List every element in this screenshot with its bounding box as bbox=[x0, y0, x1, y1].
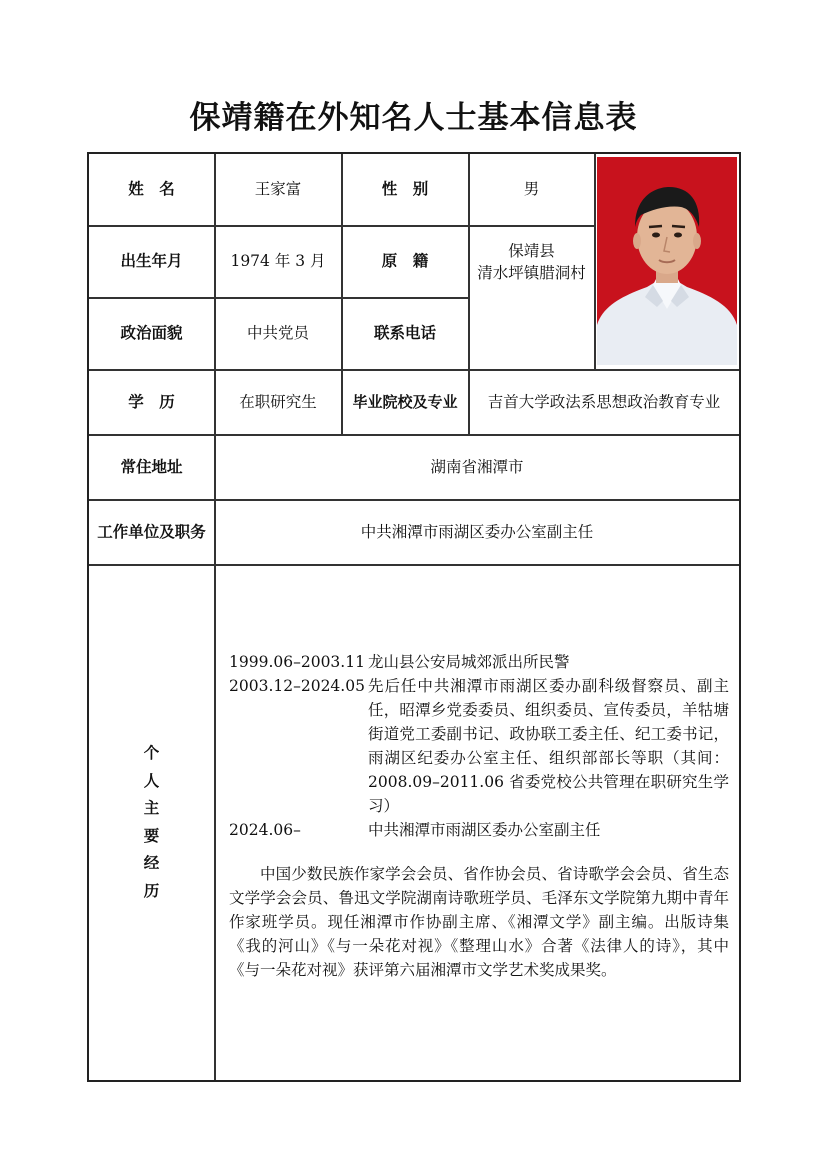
politics-value: 中共党员 bbox=[246, 324, 309, 342]
resume-label-char: 要 bbox=[143, 826, 160, 845]
name-label: 姓 名 bbox=[128, 180, 175, 198]
resume-label-char: 经 bbox=[143, 854, 160, 872]
address-value: 湖南省湘潭市 bbox=[430, 457, 524, 476]
school-value: 吉首大学政法系思想政治教育专业 bbox=[487, 392, 721, 411]
resume-label-char: 历 bbox=[143, 881, 160, 900]
gender-value: 男 bbox=[523, 180, 540, 198]
birth-label: 出生年月 bbox=[120, 252, 183, 270]
page-title: 保靖籍在外知名人士基本信息表 bbox=[189, 100, 638, 136]
resume-label-char: 个 bbox=[143, 744, 160, 762]
resume-label-char: 人 bbox=[143, 771, 160, 790]
work-label: 工作单位及职务 bbox=[97, 522, 206, 541]
info-form bbox=[87, 152, 741, 1082]
resume-entry-desc: 先后任中共湘潭市雨湖区委办副科级督察员、副主任，昭潭乡党委委员、组织委员、宣传委员，羊牯塘街道党工委副书记、政协联工委主任、纪工委书记，雨湖区纪委办公室主任、组织部部长等职（其间：2008.09–2011.06 省委党校公共管理在职研究生学习） bbox=[368, 677, 729, 815]
education-value: 在职研究生 bbox=[239, 392, 317, 411]
phone-label: 联系电话 bbox=[373, 324, 436, 342]
origin-line-1: 保靖县 bbox=[508, 241, 555, 260]
education-label: 学 历 bbox=[128, 392, 175, 411]
gender-label: 性 别 bbox=[381, 180, 429, 198]
grid-line bbox=[594, 154, 596, 369]
birth-value: 1974 年 3 月 bbox=[230, 252, 326, 270]
resume-entry bbox=[229, 650, 729, 674]
origin-label: 原 籍 bbox=[381, 252, 429, 270]
resume-label bbox=[89, 565, 214, 1080]
politics-label: 政治面貌 bbox=[120, 324, 183, 342]
origin-line-2: 清水坪镇腊洞村 bbox=[477, 263, 586, 282]
work-value: 中共湘潭市雨湖区委办公室副主任 bbox=[360, 522, 594, 541]
resume-entry bbox=[229, 674, 729, 818]
resume-label-char: 主 bbox=[143, 799, 160, 817]
school-label: 毕业院校及专业 bbox=[352, 392, 458, 411]
resume-entry-desc: 中共湘潭市雨湖区委办公室副主任 bbox=[368, 821, 601, 839]
origin-value bbox=[469, 226, 594, 297]
resume-content bbox=[229, 650, 729, 982]
resume-entry bbox=[229, 818, 729, 842]
resume-entry-desc: 龙山县公安局城郊派出所民警 bbox=[368, 653, 570, 671]
resume-entry-date: 1999.06–2003.11 bbox=[229, 653, 365, 671]
name-value: 王家富 bbox=[254, 180, 302, 198]
phone-value bbox=[469, 298, 594, 369]
resume-paragraph: 中国少数民族作家学会会员、省作协会员、省诗歌学会会员、省生态文学学会会员、鲁迅文学院湖南诗歌班学员、毛泽东文学院第九期中青年作家班学员。现任湘潭市作协副主席、《湘潭文学》副主编。出版诗集《我的河山》《与一朵花对视》《整理山水》合著《法律人的诗》，其中《与一朵花对视》获评第六届湘潭市文学艺术奖成果奖。 bbox=[229, 865, 729, 979]
portrait-image bbox=[597, 157, 737, 365]
portrait-photo bbox=[597, 157, 737, 365]
address-label: 常住地址 bbox=[120, 457, 183, 476]
resume-entry-date: 2024.06– bbox=[229, 821, 301, 839]
resume-entry-date: 2003.12–2024.05 bbox=[229, 677, 365, 695]
